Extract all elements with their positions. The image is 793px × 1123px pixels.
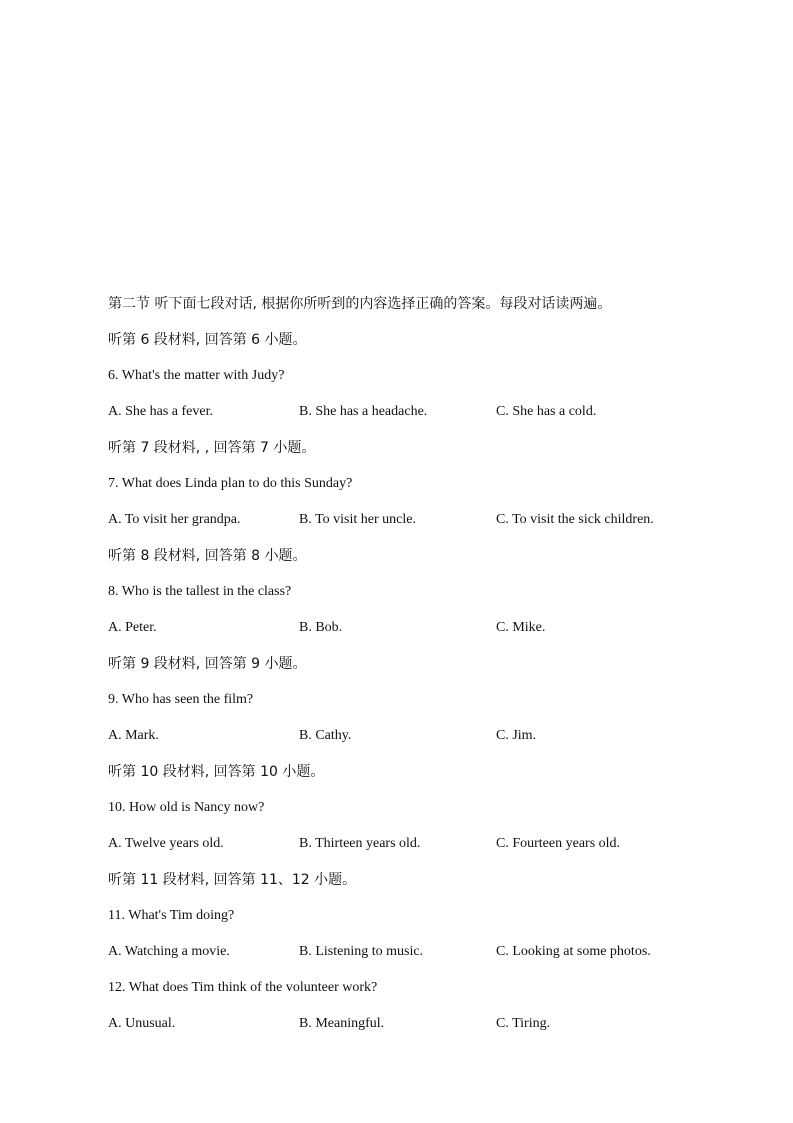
instruction-6: 听第 6 段材料, 回答第 6 小题。 [108,332,307,348]
question-12-option-c: C. Tiring. [496,1016,551,1031]
question-8-option-a: A. Peter. [108,620,157,635]
question-11-option-c: C. Looking at some photos. [496,944,651,959]
instruction-9: 听第 9 段材料, 回答第 9 小题。 [108,656,307,672]
question-7: 7. What does Linda plan to do this Sunday? [108,476,353,491]
instruction-10: 听第 10 段材料, 回答第 10 小题。 [108,764,325,780]
question-12-option-b: B. Meaningful. [299,1016,385,1031]
question-6: 6. What's the matter with Judy? [108,368,285,383]
question-10-option-a: A. Twelve years old. [108,836,224,851]
question-7-option-a: A. To visit her grandpa. [108,512,241,527]
section-heading: 第二节 听下面七段对话, 根据你所听到的内容选择正确的答案。每段对话读两遍。 [108,296,612,312]
question-9-option-a: A. Mark. [108,728,159,743]
question-8: 8. Who is the tallest in the class? [108,584,292,599]
question-10: 10. How old is Nancy now? [108,800,265,815]
question-9-option-c: C. Jim. [496,728,537,743]
instruction-8: 听第 8 段材料, 回答第 8 小题。 [108,548,307,564]
instruction-11-12: 听第 11 段材料, 回答第 11、12 小题。 [108,872,357,888]
question-11: 11. What's Tim doing? [108,908,235,923]
question-10-option-c: C. Fourteen years old. [496,836,621,851]
question-11-option-b: B. Listening to music. [299,944,424,959]
question-7-option-b: B. To visit her uncle. [299,512,416,527]
question-12-option-a: A. Unusual. [108,1016,176,1031]
question-8-option-b: B. Bob. [299,620,343,635]
question-10-option-b: B. Thirteen years old. [299,836,421,851]
question-6-option-c: C. She has a cold. [496,404,597,419]
question-6-option-b: B. She has a headache. [299,404,428,419]
question-12: 12. What does Tim think of the volunteer work? [108,980,378,995]
instruction-7: 听第 7 段材料, , 回答第 7 小题。 [108,440,316,456]
question-9-option-b: B. Cathy. [299,728,352,743]
question-6-option-a: A. She has a fever. [108,404,213,419]
question-11-option-a: A. Watching a movie. [108,944,230,959]
question-9: 9. Who has seen the film? [108,692,254,707]
question-7-option-c: C. To visit the sick children. [496,512,654,527]
question-8-option-c: C. Mike. [496,620,546,635]
